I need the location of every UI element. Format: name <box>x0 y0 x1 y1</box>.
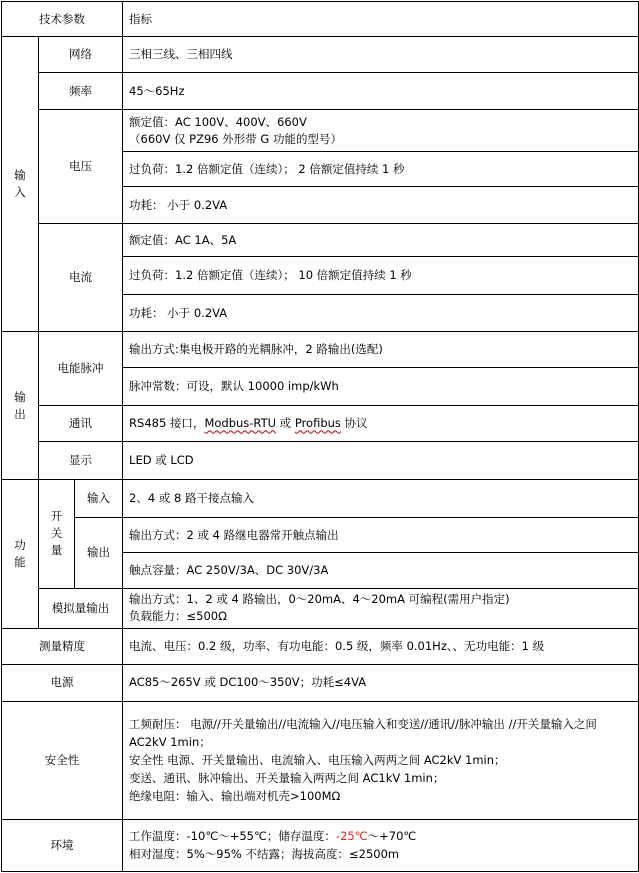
environment-humidity: 相对湿度：5%～95% 不结露；海拔高度：≤2500m <box>129 847 400 862</box>
group-switch: 开 关 量 <box>39 480 75 588</box>
display-label: 显示 <box>39 442 123 480</box>
row-voltage-rated <box>2 110 639 152</box>
voltage-overload: 过负荷：1.2 倍额定值（连续）； 2 倍额定值持续 1 秒 <box>123 152 639 187</box>
accuracy-label: 测量精度 <box>2 628 123 664</box>
current-rated: 额定值：AC 1A、5A <box>123 224 639 257</box>
voltage-power: 功耗： 小于 0.2VA <box>123 187 639 224</box>
switch-output-mode: 输出方式：2 或 4 路继电器常开触点输出 <box>123 518 639 553</box>
analog-value <box>123 588 639 628</box>
pulse-label: 电能脉冲 <box>39 332 123 406</box>
network-label: 网络 <box>39 37 123 73</box>
current-overload: 过负荷：1.2 倍额定值（连续）； 10 倍额定值持续 1 秒 <box>123 257 639 295</box>
current-label: 电流 <box>39 224 123 332</box>
header-row <box>2 2 639 37</box>
comm-label: 通讯 <box>39 406 123 442</box>
accuracy-value: 电流、电压：0.2 级，功率、有功电能：0.5 级，频率 0.01Hz、、无功电能：1 级 <box>123 628 639 664</box>
pulse-constant: 脉冲常数：可设，默认 10000 imp/kWh <box>123 368 639 406</box>
safety-line4: 绝缘电阻：输入、输出端对机壳>100MΩ <box>129 789 341 804</box>
row-current-rated <box>2 224 639 257</box>
frequency-label: 频率 <box>39 73 123 110</box>
network-value: 三相三线、三相四线 <box>123 37 639 73</box>
switch-output-label: 输出 <box>75 518 123 588</box>
pulse-mode: 输出方式:集电极开路的光耦脉冲，2 路输出(选配) <box>123 332 639 368</box>
safety-value <box>123 701 639 819</box>
safety-line1: 工频耐压： 电源//开关量输出//电流输入//电压输入和变送//通讯//脉冲输出 //开关量输入之间 AC2kV 1min； <box>129 717 597 750</box>
spec-table <box>1 1 639 872</box>
safety-line2: 安全性 电源、开关量输出、电流输入、电压输入两两之间 AC2kV 1min； <box>129 753 506 768</box>
analog-load: 负载能力：≤500Ω <box>129 609 227 624</box>
row-safety <box>2 701 639 819</box>
analog-mode: 输出方式：1、2 或 4 路输出，0～20mA、4～20mA 可编程(需用户指定) <box>129 592 510 607</box>
switch-output-capacity: 触点容量：AC 250V/3A、DC 30V/3A <box>123 553 639 588</box>
environment-temp: 工作温度：-10℃～+55℃；储存温度：-25℃～+70℃ <box>129 829 417 844</box>
safety-line3: 变送、通讯、脉冲输出、开关量输入两两之间 AC1kV 1min； <box>129 771 445 786</box>
environment-value <box>123 819 639 871</box>
display-value: LED 或 LCD <box>123 442 639 480</box>
header-spec: 指标 <box>123 2 639 37</box>
analog-label: 模拟量输出 <box>39 588 123 628</box>
group-input: 输 入 <box>2 37 39 332</box>
row-pulse-mode <box>2 332 639 368</box>
current-power: 功耗： 小于 0.2VA <box>123 295 639 332</box>
modbus-text: Modbus-RTU <box>204 416 277 431</box>
power-supply-value: AC85～265V 或 DC100～350V；功耗≤4VA <box>123 664 639 701</box>
voltage-rated-line2: （660V 仅 PZ96 外形带 G 功能的型号） <box>129 131 342 146</box>
switch-input-value: 2、4 或 8 路干接点输入 <box>123 480 639 518</box>
profibus-text: Profibus <box>294 416 341 431</box>
row-comm <box>2 406 639 442</box>
row-display <box>2 442 639 480</box>
group-output: 输 出 <box>2 332 39 480</box>
row-power-supply <box>2 664 639 701</box>
row-switch-output-mode <box>2 518 639 553</box>
row-analog <box>2 588 639 628</box>
voltage-label: 电压 <box>39 110 123 224</box>
safety-label: 安全性 <box>2 701 123 819</box>
row-network <box>2 37 639 73</box>
frequency-value: 45～65Hz <box>123 73 639 110</box>
header-param: 技术参数 <box>2 2 123 37</box>
row-environment <box>2 819 639 871</box>
row-frequency <box>2 73 639 110</box>
storage-temp-low: -25℃ <box>335 829 368 844</box>
switch-input-label: 输入 <box>75 480 123 518</box>
power-supply-label: 电源 <box>2 664 123 701</box>
voltage-rated-line1: 额定值：AC 100V、400V、660V <box>129 114 307 129</box>
comm-value: RS485 接口，Modbus-RTU 或 Profibus 协议 <box>123 406 639 442</box>
row-accuracy <box>2 628 639 664</box>
group-function: 功 能 <box>2 480 39 628</box>
environment-label: 环境 <box>2 819 123 871</box>
row-switch-input <box>2 480 639 518</box>
voltage-rated <box>123 110 639 152</box>
